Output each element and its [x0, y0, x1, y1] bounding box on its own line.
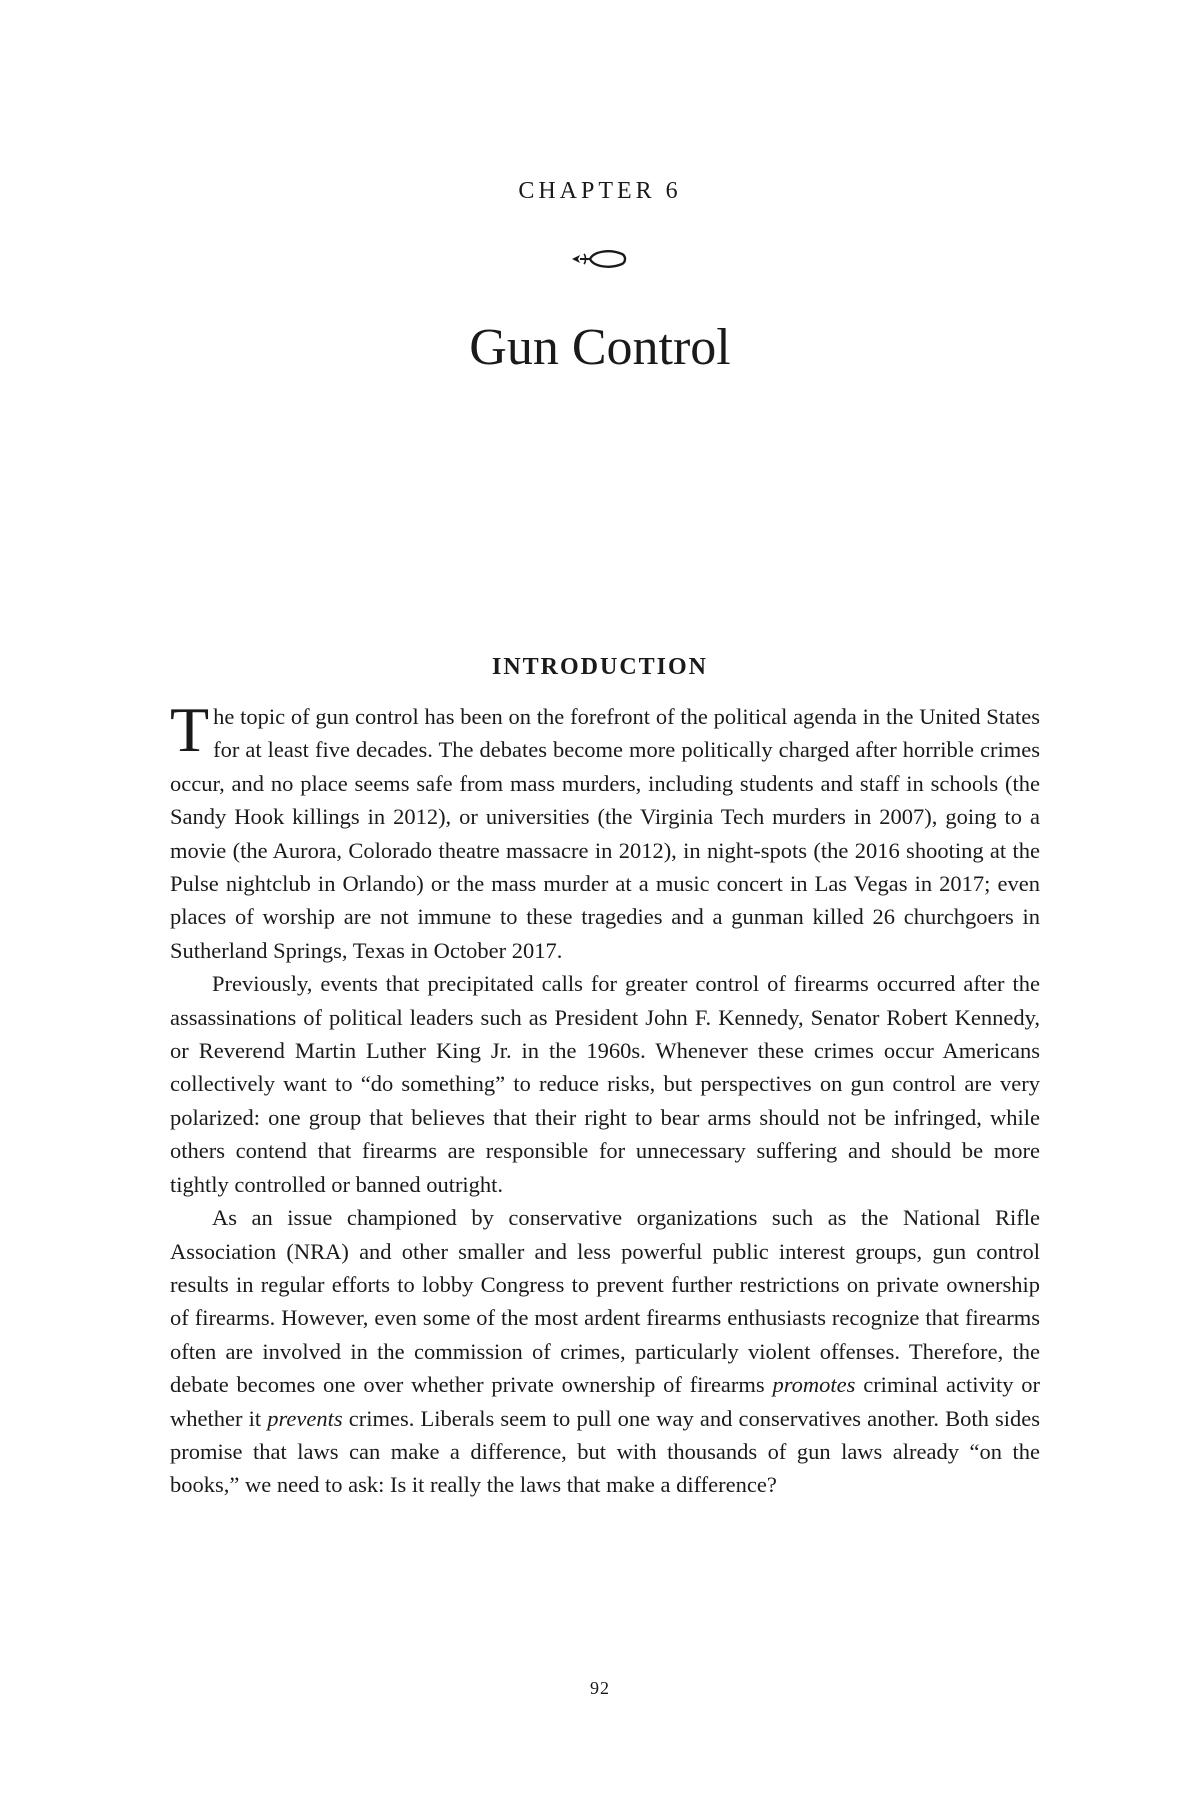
- fleuron-ornament-icon: [570, 245, 630, 273]
- paragraph-3-text-b: criminal activity or whether it: [170, 1372, 1040, 1431]
- paragraph-1: [170, 694, 1040, 967]
- paragraph-3-text-c: crimes. Liberals seem to pull one way and conservatives another. Both sides promise that laws can make a difference, but with thousands of gun laws already “on the books,” we need to ask: Is it really the laws that make a difference?: [170, 1405, 1040, 1498]
- body-text: [170, 694, 1040, 1502]
- paragraph-2: Previously, events that precipitated calls for greater control of firearms occurred after the assassinations of political leaders such as President John F. Kennedy, Senator Robert Kennedy, or Reverend Martin Luther King Jr. in the 1960s. Whenever these crimes occur Americans collectively want to “do something” to reduce risks, but perspectives on gun control are very polarized: one group that believes that their right to bear arms should not be infringed, while others contend that firearms are responsible for unnecessary suffering and should be more tightly controlled or banned outright.: [170, 971, 1040, 1197]
- chapter-label: CHAPTER 6: [518, 178, 682, 204]
- drop-cap: T: [170, 694, 210, 765]
- paragraph-1-text: he topic of gun control has been on the forefront of the political agenda in the United States for at least five decades. The debates become more politically charged after horrible crimes occur, and no place seems safe from mass murders, including students and staff in schools (the Sandy Hook killings in 2012), or universities (the Virginia Tech murders in 2007), going to a movie (the Aurora, Colorado theatre massacre in 2012), in night-spots (the 2016 shooting at the Pulse nightclub in Orlando) or the mass murder at a music concert in Las Vegas in 2017; even places of worship are not immune to these tragedies and a gunman killed 26 churchgoers in Sutherland Springs, Texas in October 2017.: [170, 704, 1040, 963]
- chapter-title: Gun Control: [469, 319, 731, 376]
- emphasis-promotes: promotes: [772, 1372, 856, 1398]
- section-heading: INTRODUCTION: [491, 654, 709, 680]
- emphasis-prevents: prevents: [267, 1405, 343, 1431]
- paragraph-3: [170, 1201, 1040, 1502]
- page-number: 92: [590, 1678, 610, 1698]
- paragraph-3-text-a: As an issue championed by conservative organizations such as the National Rifle Association (NRA) and other smaller and less powerful public interest groups, gun control results in regular efforts to lobby Congress to prevent further restrictions on private ownership of firearms. However, even some of the most ardent firearms enthusiasts recognize that firearms often are involved in the commission of crimes, particularly violent offenses. Therefore, the debate becomes one over whether private ownership of firearms: [170, 1205, 1040, 1398]
